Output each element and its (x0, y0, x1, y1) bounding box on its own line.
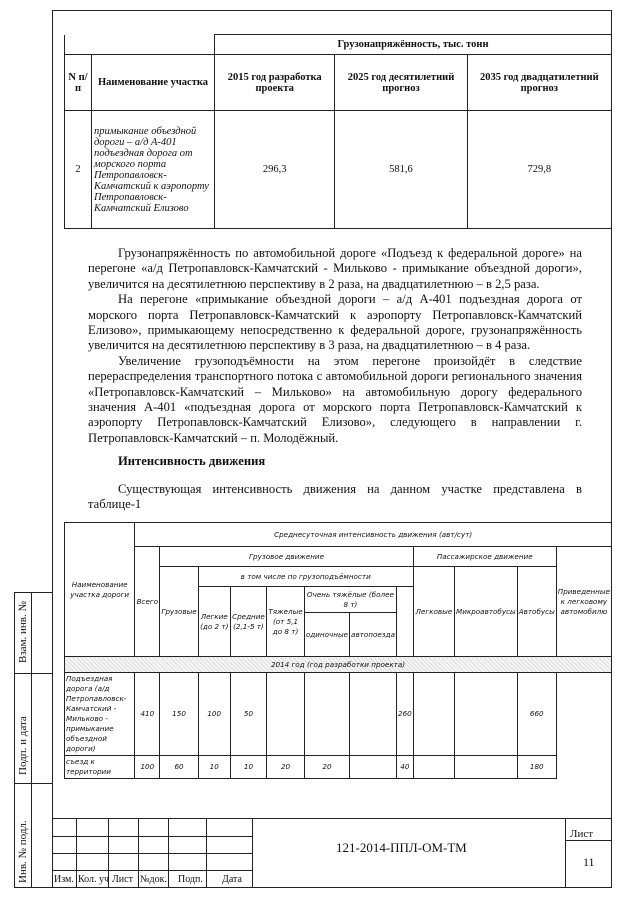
t2-row1-single (304, 673, 349, 756)
freight-group-header: Грузонапряжённость, тыс. тонн (215, 35, 612, 55)
t2-row1-reduced: 660 (517, 673, 556, 756)
t2-row1-name: Подъездная дорога (а/д Петропавловск-Камчатский - Мильково - примыкание объездной дороги) (65, 673, 135, 756)
col-2035: 2035 год двадцатилетний прогноз (467, 55, 611, 111)
t2-row2-minibus (413, 756, 454, 779)
t2-light: Легкие (до 2 т) (198, 587, 230, 657)
t2-minibus: Микроавтобусы (455, 567, 518, 657)
t2-passenger: Пассажирское движение (413, 547, 556, 567)
col-2025: 2025 год десятилетний прогноз (335, 55, 467, 111)
t2-total: Всего (135, 547, 160, 657)
t2-name-header: Наименование участка дороги (65, 523, 135, 657)
paragraph-1: Грузонапряжённость по автомобильной дороге «Подъезд к федеральной дороге» на перегоне «а/д Петропавловск-Камчатский - Мильково - примыкание объездной дороги», увеличится на десятилетнюю перспективу в 2 раза, на двадцатилетнюю – в 2,5 раза. (88, 246, 582, 291)
t2-cars: Легковые (413, 567, 454, 657)
t2-row2-light: 10 (198, 756, 230, 779)
t2-row2-bus (455, 756, 518, 779)
t2-row2-name: съезд к территории (65, 756, 135, 779)
vzam-label: Взам. инв. № (17, 601, 29, 663)
sheet-number: 11 (583, 855, 595, 869)
body-text (88, 246, 582, 446)
stamp-podp: Подп. (178, 874, 203, 885)
stamp-data: Дата (222, 874, 242, 885)
t2-row2-reduced: 180 (517, 756, 556, 779)
sheet-label: Лист (570, 828, 594, 840)
stamp-kol: Кол. уч (78, 874, 110, 885)
t2-row1-heavy (267, 673, 305, 756)
freight-table (64, 34, 612, 229)
t2-row1-light: 100 (198, 673, 230, 756)
podp-label: Подп. и дата (17, 716, 29, 775)
row-name: примыкание объездной дороги – а/д А-401 подъездная дорога от морского порта Петропавловск-Камчатский к аэропорту Петропавловск-Камчатский Елизово (92, 111, 215, 229)
t2-row1-freight: 150 (160, 673, 198, 756)
row-2035: 729,8 (467, 111, 611, 229)
t2-medium: Средние (2,1-5 т) (230, 587, 266, 657)
row-num: 2 (65, 111, 92, 229)
col-2015: 2015 год разработка проекта (215, 55, 335, 111)
sidebar-stamp (14, 592, 52, 888)
paragraph-3: Увеличение грузоподъёмности на этом перегоне произойдёт в следствие перераспределения транспортного потока с автомобильной дороги регионального значения «Петропавловск-Камчатский – Мильково» на автомобильную дорогу федерального значения А-401 «подъездная дорога от морского порта Петропавловск-Камчатский к аэропорту Петропавловск-Камчатский Елизово», следующего в направлении г. Петропавловск-Камчатский – п. Молодёжный. (88, 353, 582, 445)
intensity-table (64, 522, 612, 779)
t2-row1-minibus (413, 673, 454, 756)
intro-text (88, 482, 582, 513)
t2-row2-total: 100 (135, 756, 160, 779)
t2-row1-cars: 260 (397, 673, 414, 756)
t2-very-heavy: Очень тяжёлые (более 8 т) (304, 587, 396, 613)
t2-row2-heavy: 20 (267, 756, 305, 779)
t2-bus: Автобусы (517, 567, 556, 657)
inv-label: Инв. № подл. (17, 820, 29, 883)
stamp-list: Лист (112, 874, 133, 885)
t2-freight: Грузовое движение (160, 547, 413, 567)
t2-row2-freight: 60 (160, 756, 198, 779)
document-code: 121-2014-ППЛ-ОМ-ТМ (336, 840, 467, 855)
stamp-ndok: №док. (140, 874, 167, 885)
t2-row2-single: 20 (304, 756, 349, 779)
col-num: N п/п (65, 55, 92, 111)
row-2015: 296,3 (215, 111, 335, 229)
stamp-izm: Изм. (54, 874, 74, 885)
t2-row2-cars: 40 (397, 756, 414, 779)
t2-row1-medium: 50 (230, 673, 266, 756)
col-name: Наименование участка (92, 55, 215, 111)
t2-row2-medium: 10 (230, 756, 266, 779)
section-heading: Интенсивность движения (118, 454, 266, 468)
t2-row1-trains (350, 673, 397, 756)
t2-single: одиночные (304, 613, 349, 657)
t2-row1-total: 410 (135, 673, 160, 756)
t2-freight-total: Грузовые (160, 567, 198, 657)
t2-by-capacity: в том числе по грузоподъёмности (198, 567, 413, 587)
title-block (52, 818, 612, 888)
paragraph-2: На перегоне «примыкание объездной дороги – а/д А-401 подъездная дорога от морского порта Петропавловск-Камчатский к аэропорту Петропавловск-Камчатский Елизово», примыкающему непосредственно к федеральной дороге, грузонапряжённость увеличится на десятилетнюю перспективу в 3 раза, на двадцатилетнюю – в 4 раза. (88, 292, 582, 353)
t2-heavy: Тяжелые (от 5,1 до 8 т) (267, 587, 305, 657)
t2-year-row: 2014 год (год разработки проекта) (65, 657, 612, 673)
paragraph-4: Существующая интенсивность движения на данном участке представлена в таблице-1 (88, 482, 582, 512)
t2-avg-header: Среднесуточная интенсивность движения (авт/сут) (135, 523, 612, 547)
row-2025: 581,6 (335, 111, 467, 229)
t2-row2-trains (350, 756, 397, 779)
t2-trains: автопоезда (350, 613, 397, 657)
t2-reduced: Приведенные к легковому автомобилю (556, 547, 611, 657)
t2-row1-bus (455, 673, 518, 756)
